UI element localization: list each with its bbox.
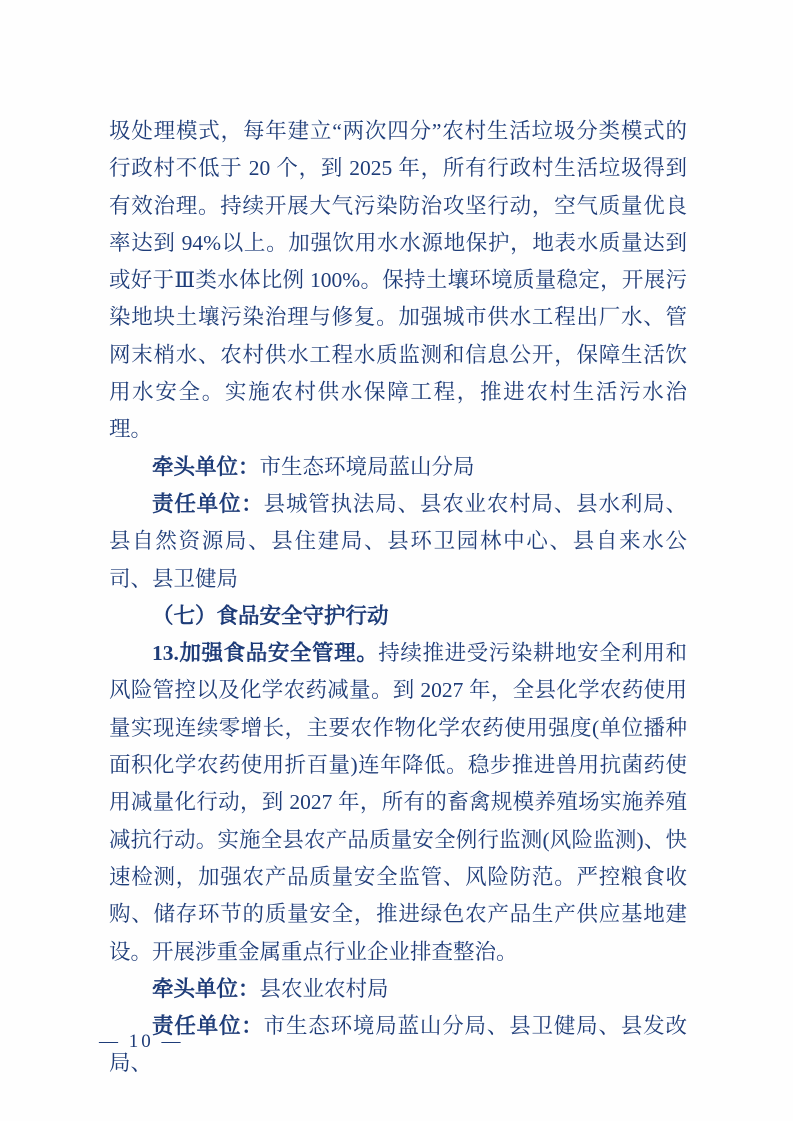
lead-unit-line-1 — [109, 449, 687, 486]
paragraph-item-13 — [109, 635, 687, 971]
lead-unit-label-1: 牵头单位： — [152, 454, 260, 479]
responsible-unit-value-2: 市生态环境局蓝山分局、县卫健局、县发改局、 — [109, 1014, 687, 1076]
document-body — [109, 113, 687, 1083]
responsible-unit-label-2: 责任单位： — [152, 1014, 264, 1039]
lead-unit-value-2: 县农业农村局 — [259, 976, 389, 1001]
responsible-unit-line-1 — [109, 486, 687, 598]
responsible-unit-label-1: 责任单位： — [152, 491, 264, 516]
item-13-lead: 13.加强食品安全管理。 — [152, 641, 379, 666]
page-number: — 10 — — [99, 1031, 184, 1052]
lead-unit-value-1: 市生态环境局蓝山分局 — [259, 454, 475, 479]
responsible-unit-value-1: 县城管执法局、县农业农村局、县水利局、县自然资源局、县住建局、县环卫园林中心、县自来水公司、县卫健局 — [109, 491, 687, 591]
paragraph-waste-treatment-continuation: 圾处理模式，每年建立“两次四分”农村生活垃圾分类模式的行政村不低于 20 个，到 2025 年，所有行政村生活垃圾得到有效治理。持续开展大气污染防治攻坚行动，空气质量优良率达到 94%以上。加强饮用水水源地保护，地表水质量达到或好于Ⅲ类水体比例 100%。保持土壤环境质量稳定，开展污染地块土壤污染治理与修复。加强城市供水工程出厂水、管网末梢水、农村供水工程水质监测和信息公开，保障生活饮用水安全。实施农村供水保障工程，推进农村生活污水治理。 — [109, 119, 687, 442]
lead-unit-label-2: 牵头单位： — [152, 976, 260, 1001]
responsible-unit-line-2 — [109, 1008, 687, 1083]
lead-unit-line-2 — [109, 971, 687, 1008]
section-heading-7: （七）食品安全守护行动 — [152, 603, 389, 628]
item-13-body: 持续推进受污染耕地安全利用和风险管控以及化学农药减量。到 2027 年，全县化学农药使用量实现连续零增长，主要农作物化学农药使用强度(单位播种面积化学农药使用折百量)连年降低。稳步推进兽用抗菌药使用减量化行动，到 2027 年，所有的畜禽规模养殖场实施养殖减抗行动。实施全县农产品质量安全例行监测(风险监测)、快速检测，加强农产品质量安全监管、风险防范。严控粮食收购、储存环节的质量安全，推进绿色农产品生产供应基地建设。开展涉重金属重点行业企业排查整治。 — [109, 641, 687, 964]
